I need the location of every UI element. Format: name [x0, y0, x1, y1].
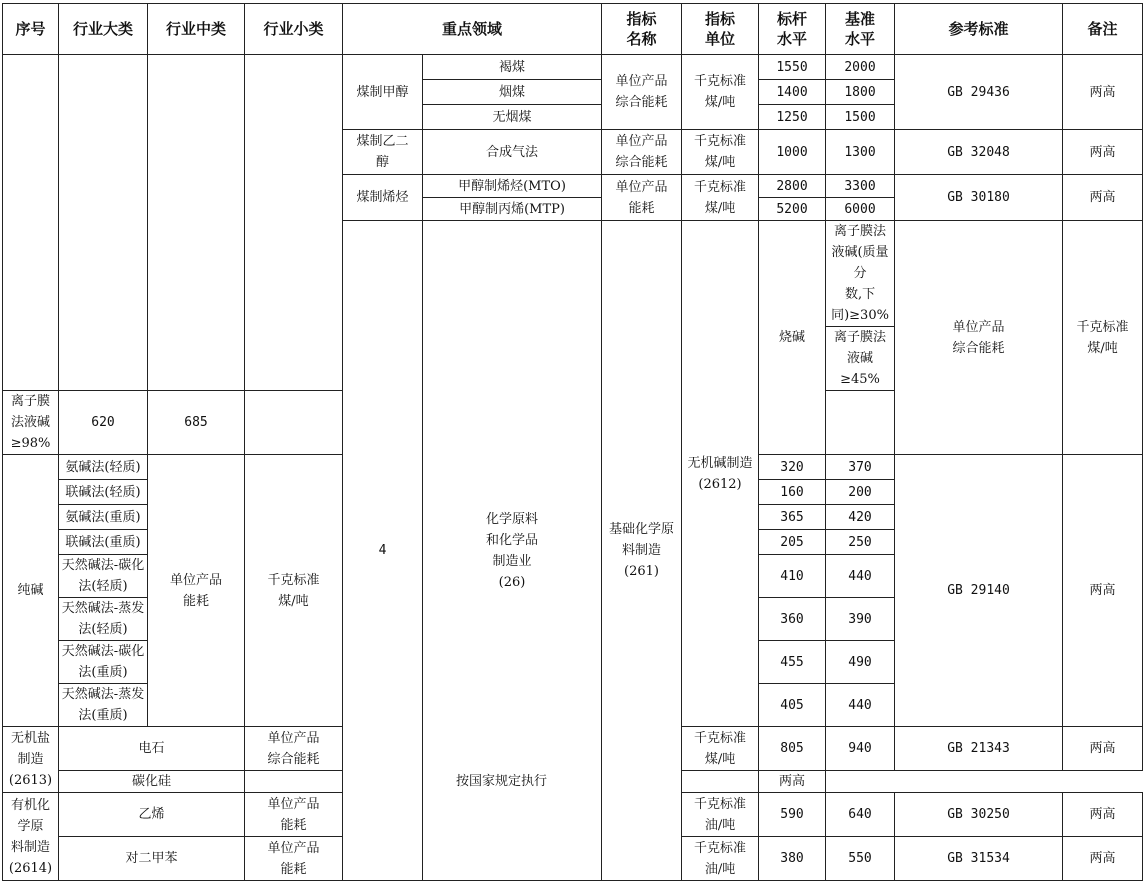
indicator-unit: 千克标准 煤/吨 — [245, 455, 343, 727]
standard-ref: GB 30250 — [895, 793, 1063, 837]
standard-ref: GB 30180 — [895, 175, 1063, 221]
benchmark-value: 1000 — [759, 130, 826, 175]
table-row — [3, 55, 1143, 80]
mid-cell-empty — [148, 55, 245, 391]
focus-label: 电石 — [59, 727, 245, 771]
indicator-name: 单位产品 能耗 — [602, 175, 682, 221]
minor-cell-empty — [245, 55, 343, 391]
baseline-value: 440 — [826, 684, 895, 727]
baseline-value: 440 — [826, 555, 895, 598]
benchmark-value: 805 — [759, 727, 826, 771]
header-seq: 序号 — [3, 4, 59, 55]
major-category: 化学原料 和化学品 制造业 (26) — [423, 221, 602, 881]
baseline-value: 685 — [148, 391, 245, 455]
focus-sub: 离子膜法液碱(质量分 数,下同)≥30% — [826, 221, 895, 327]
baseline-value: 940 — [826, 727, 895, 771]
benchmark-value: 1400 — [759, 80, 826, 105]
benchmark-value: 160 — [759, 480, 826, 505]
focus-label: 对二甲苯 — [59, 837, 245, 881]
header-baseline: 基准 水平 — [826, 4, 895, 55]
focus-sub: 天然碱法-碳化法(重质) — [59, 641, 148, 684]
benchmark-value: 380 — [759, 837, 826, 881]
table-row — [3, 771, 1143, 793]
minor-category: 无机盐制造 (2613) — [3, 727, 59, 793]
focus-sub: 天然碱法-蒸发法(重质) — [59, 684, 148, 727]
mid-category: 基础化学原 料制造 (261) — [602, 221, 682, 881]
benchmark-value: 205 — [759, 530, 826, 555]
benchmark-value: 365 — [759, 505, 826, 530]
baseline-value: 3300 — [826, 175, 895, 198]
remark: 两高 — [1063, 175, 1143, 221]
indicator-name: 单位产品 能耗 — [245, 793, 343, 837]
seq-cell-empty — [3, 55, 59, 391]
focus-label: 碳化硅 — [59, 771, 245, 793]
focus-sub: 氨碱法(重质) — [59, 505, 148, 530]
focus-sub: 离子膜法液碱≥45% — [826, 327, 895, 391]
focus-sub: 天然碱法-蒸发法(轻质) — [59, 598, 148, 641]
remark: 两高 — [1063, 55, 1143, 130]
header-major: 行业大类 — [59, 4, 148, 55]
header-mid: 行业中类 — [148, 4, 245, 55]
header-row — [3, 4, 1143, 55]
baseline-value: 250 — [826, 530, 895, 555]
minor-category: 无机碱制造 (2612) — [682, 221, 759, 727]
benchmark-value: 410 — [759, 555, 826, 598]
focus-sub: 联碱法(重质) — [59, 530, 148, 555]
header-indicator-name: 指标 名称 — [602, 4, 682, 55]
baseline-value: 390 — [826, 598, 895, 641]
indicator-unit: 千克标准 煤/吨 — [682, 175, 759, 221]
indicator-unit: 千克标准 煤/吨 — [682, 55, 759, 130]
focus-label: 煤制烯烃 — [343, 175, 423, 221]
indicator-unit: 千克标准 油/吨 — [682, 837, 759, 881]
focus-sub: 联碱法(轻质) — [59, 480, 148, 505]
baseline-value: 370 — [826, 455, 895, 480]
standard-ref: GB 29140 — [895, 455, 1063, 727]
baseline-value: 1800 — [826, 80, 895, 105]
energy-benchmark-table — [2, 3, 1143, 881]
header-standard: 参考标准 — [895, 4, 1063, 55]
focus-sub: 甲醇制烯烃(MTO) — [423, 175, 602, 198]
baseline-value: 420 — [826, 505, 895, 530]
indicator-name: 单位产品 能耗 — [148, 455, 245, 727]
remark: 两高 — [1063, 727, 1143, 771]
baseline-value: 200 — [826, 480, 895, 505]
focus-label: 乙烯 — [59, 793, 245, 837]
focus-sub: 离子膜法液碱≥98% — [3, 391, 59, 455]
remark: 两高 — [1063, 130, 1143, 175]
benchmark-value: 620 — [59, 391, 148, 455]
baseline-value: 2000 — [826, 55, 895, 80]
header-indicator-unit: 指标 单位 — [682, 4, 759, 55]
benchmark-value: 320 — [759, 455, 826, 480]
indicator-name: 单位产品 综合能耗 — [602, 55, 682, 130]
indicator-name: 单位产品 综合能耗 — [245, 727, 343, 771]
focus-sub: 氨碱法(轻质) — [59, 455, 148, 480]
remark: 两高 — [1063, 455, 1143, 727]
header-minor: 行业小类 — [245, 4, 343, 55]
standard-ref: GB 31534 — [895, 837, 1063, 881]
indicator-name: 单位产品 综合能耗 — [602, 130, 682, 175]
focus-sub: 合成气法 — [423, 130, 602, 175]
standard-ref: GB 21343 — [895, 727, 1063, 771]
benchmark-value: 360 — [759, 598, 826, 641]
indicator-name: 单位产品 能耗 — [245, 837, 343, 881]
benchmark-value: 1550 — [759, 55, 826, 80]
major-cell-empty — [59, 55, 148, 391]
focus-label: 煤制甲醇 — [343, 55, 423, 130]
header-focus: 重点领域 — [343, 4, 602, 55]
remark: 两高 — [759, 771, 826, 793]
baseline-value: 6000 — [826, 198, 895, 221]
baseline-value: 1300 — [826, 130, 895, 175]
standard-ref: GB 32048 — [895, 130, 1063, 175]
focus-label: 煤制乙二 醇 — [343, 130, 423, 175]
baseline-value: 490 — [826, 641, 895, 684]
indicator-unit: 千克标准 煤/吨 — [682, 727, 759, 771]
focus-sub: 褐煤 — [423, 55, 602, 80]
indicator-unit: 千克标准 油/吨 — [682, 793, 759, 837]
standard-ref: GB 29436 — [895, 55, 1063, 130]
indicator-unit: 千克标准 煤/吨 — [1063, 221, 1143, 455]
benchmark-value: 405 — [759, 684, 826, 727]
focus-sub: 天然碱法-碳化法(轻质) — [59, 555, 148, 598]
baseline-value: 640 — [826, 793, 895, 837]
header-remark: 备注 — [1063, 4, 1143, 55]
baseline-value: 1500 — [826, 105, 895, 130]
benchmark-value: 2800 — [759, 175, 826, 198]
minor-category: 有机化学原 料制造 (2614) — [3, 793, 59, 881]
benchmark-value: 455 — [759, 641, 826, 684]
remark: 两高 — [1063, 793, 1143, 837]
header-benchmark: 标杆 水平 — [759, 4, 826, 55]
focus-label: 烧碱 — [759, 221, 826, 455]
focus-sub: 烟煤 — [423, 80, 602, 105]
baseline-value: 550 — [826, 837, 895, 881]
remark: 两高 — [1063, 837, 1143, 881]
seq-number: 4 — [343, 221, 423, 881]
focus-sub: 甲醇制丙烯(MTP) — [423, 198, 602, 221]
regulation-note: 按国家规定执行 — [245, 771, 759, 793]
focus-label: 纯碱 — [3, 455, 59, 727]
benchmark-value: 1250 — [759, 105, 826, 130]
focus-sub: 无烟煤 — [423, 105, 602, 130]
indicator-unit: 千克标准 煤/吨 — [682, 130, 759, 175]
benchmark-value: 590 — [759, 793, 826, 837]
benchmark-value: 5200 — [759, 198, 826, 221]
indicator-name: 单位产品 综合能耗 — [895, 221, 1063, 455]
